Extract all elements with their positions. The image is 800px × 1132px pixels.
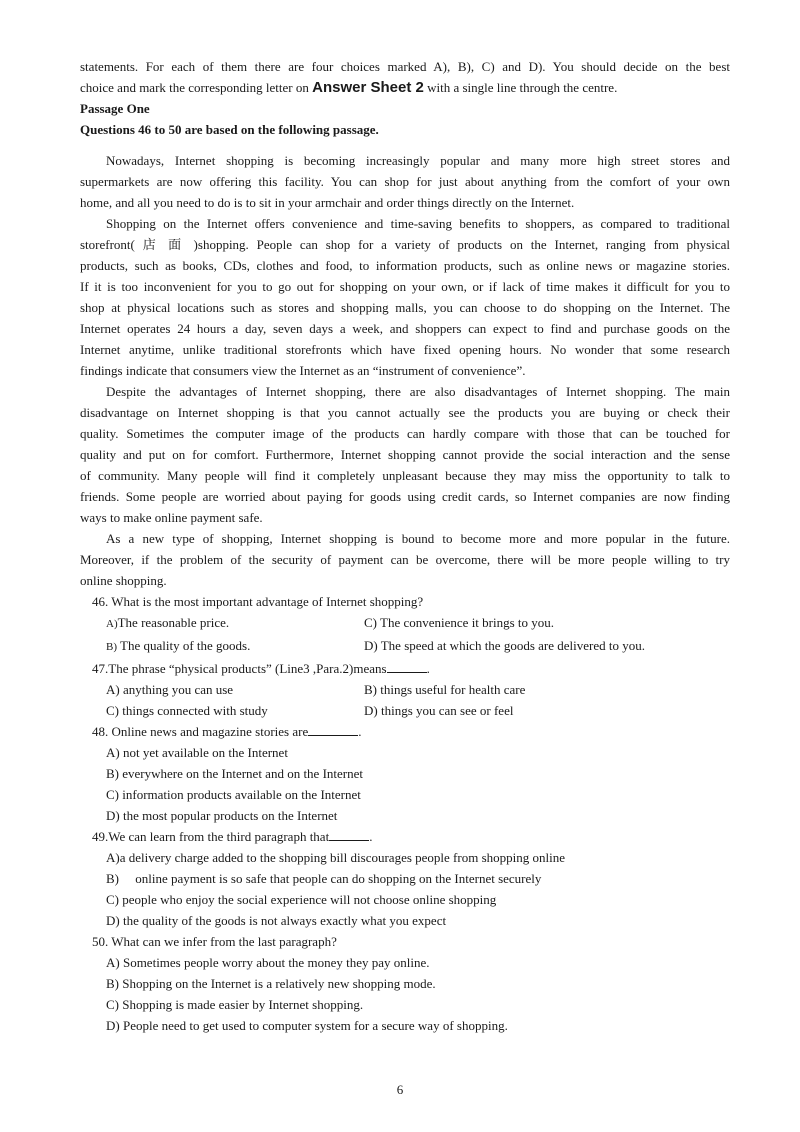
option-49-c[interactable]: C) people who enjoy the social experience will not choose online shopping: [106, 892, 497, 907]
question-46-options-row-2: [80, 635, 730, 658]
option-46-d[interactable]: D) The speed at which the goods are delivered to you.: [364, 638, 645, 653]
answer-sheet-label: Answer Sheet 2: [312, 79, 424, 96]
option-50-a[interactable]: A) Sometimes people worry about the money they pay online.: [106, 955, 430, 970]
question-50-stem: 50. What can we infer from the last paragraph?: [92, 934, 337, 949]
paragraph-line: Shopping on the Internet offers convenience and time-saving benefits to shoppers, as compared to traditional: [106, 216, 730, 231]
paragraph-line: Internet anytime, unlike traditional storefronts which have fixed opening hours. No wonder that some research: [80, 342, 730, 357]
paragraph-line: Nowadays, Internet shopping is becoming increasingly popular and many more high street stores and: [106, 153, 730, 168]
paragraph-4: [80, 528, 730, 591]
passage-title: Passage One: [80, 101, 150, 116]
page-number: 6: [396, 1082, 404, 1097]
option-49-a[interactable]: A)a delivery charge added to the shopping bill discourages people from shopping online: [106, 850, 565, 865]
option-50-b[interactable]: B) Shopping on the Internet is a relatively new shopping mode.: [106, 976, 436, 991]
paragraph-line: quality and put on for comfort. Furthermore, Internet shopping cannot provide the social interaction and the sense: [80, 447, 730, 462]
option-47-b[interactable]: B) things useful for health care: [364, 682, 526, 697]
question-47-options-row-2: [80, 700, 730, 721]
paragraph-line: storefront( 店 面 )shopping. People can shop for a variety of products on the Internet, ranging from physical: [80, 237, 730, 252]
option-46-c[interactable]: C) The convenience it brings to you.: [364, 615, 555, 630]
paragraph-line: Internet operates 24 hours a day, seven days a week, and shoppers can expect to find and purchase goods on the: [80, 321, 730, 336]
paragraph-line: Moreover, if the problem of the security of payment can be overcome, there will be more people willing to try: [80, 552, 730, 567]
option-48-d[interactable]: D) the most popular products on the Internet: [106, 808, 338, 823]
option-48-b[interactable]: B) everywhere on the Internet and on the Internet: [106, 766, 364, 781]
paragraph-2: [80, 213, 730, 381]
paragraph-line: Despite the advantages of Internet shopping, there are also disadvantages of Internet shopping. The main: [106, 384, 730, 399]
option-49-d[interactable]: D) the quality of the goods is not always exactly what you expect: [106, 913, 447, 928]
paragraph-line: online shopping.: [80, 573, 167, 588]
question-47-options-row-1: [80, 679, 730, 700]
option-50-c[interactable]: C) Shopping is made easier by Internet shopping.: [106, 997, 364, 1012]
answer-blank: [308, 723, 358, 736]
option-46-a[interactable]: A)The reasonable price.: [106, 615, 230, 630]
option-50-d[interactable]: D) People need to get used to computer system for a secure way of shopping.: [106, 1018, 508, 1033]
option-47-c[interactable]: C) things connected with study: [106, 703, 268, 718]
paragraph-1: [80, 150, 730, 213]
paragraph-line: If it is too inconvenient for you to go out for shopping on your own, or if lack of time makes it difficult for you to: [80, 279, 730, 294]
paragraph-line: quality. Sometimes the computer image of the products can hardly compare with those that can be touched for: [80, 426, 730, 441]
paragraph-line: supermarkets are now offering this facility. You can shop for just about anything from the comfort of your own: [80, 174, 730, 189]
paragraph-line: shop at physical locations such as stores and shopping malls, you can choose to do shopping on the Internet. The: [80, 300, 730, 315]
option-47-d[interactable]: D) things you can see or feel: [364, 703, 514, 718]
intro-line-1: statements. For each of them there are four choices marked A), B), C) and D). You should decide on the best: [80, 59, 730, 74]
paragraph-3: [80, 381, 730, 528]
option-46-b[interactable]: B) The quality of the goods.: [106, 638, 251, 653]
option-48-a[interactable]: A) not yet available on the Internet: [106, 745, 288, 760]
paragraph-line: ways to make online payment safe.: [80, 510, 263, 525]
passage-subtitle: Questions 46 to 50 are based on the following passage.: [80, 122, 379, 137]
question-48-stem: 48. Online news and magazine stories are .: [92, 724, 362, 739]
option-48-c[interactable]: C) information products available on the Internet: [106, 787, 361, 802]
question-46-options-row-1: [80, 612, 730, 635]
paragraph-line: As a new type of shopping, Internet shopping is bound to become more and more popular in the future.: [106, 531, 730, 546]
paragraph-line: friends. Some people are worried about paying for goods using credit cards, so Internet companies are now finding: [80, 489, 730, 504]
paragraph-line: of community. Many people will find it completely unpleasant because they may miss the opportunity to talk to: [80, 468, 730, 483]
paragraph-line: disadvantage on Internet shopping is that you cannot actually see the products you are buying or check their: [80, 405, 730, 420]
paragraph-line: home, and all you need to do is to sit in your armchair and order things directly on the Internet.: [80, 195, 575, 210]
question-49-stem: 49.We can learn from the third paragraph that .: [92, 829, 373, 844]
paragraph-line: findings indicate that consumers view the Internet as an “instrument of convenience”.: [80, 363, 526, 378]
answer-blank: [329, 828, 369, 841]
intro-line-2: choice and mark the corresponding letter on Answer Sheet 2 with a single line through the centre.: [80, 79, 618, 96]
option-47-a[interactable]: A) anything you can use: [106, 682, 234, 697]
option-49-b[interactable]: B) online payment is so safe that people can do shopping on the Internet securely: [106, 871, 542, 886]
exam-page: [80, 56, 730, 1036]
question-46-stem: 46. What is the most important advantage of Internet shopping?: [92, 594, 424, 609]
question-47-stem: 47.The phrase “physical products” (Line3 ,Para.2)means .: [92, 661, 430, 676]
paragraph-line: products, such as books, CDs, clothes and food, to information products, such as online news or magazine stories.: [80, 258, 730, 273]
answer-blank: [387, 660, 427, 673]
